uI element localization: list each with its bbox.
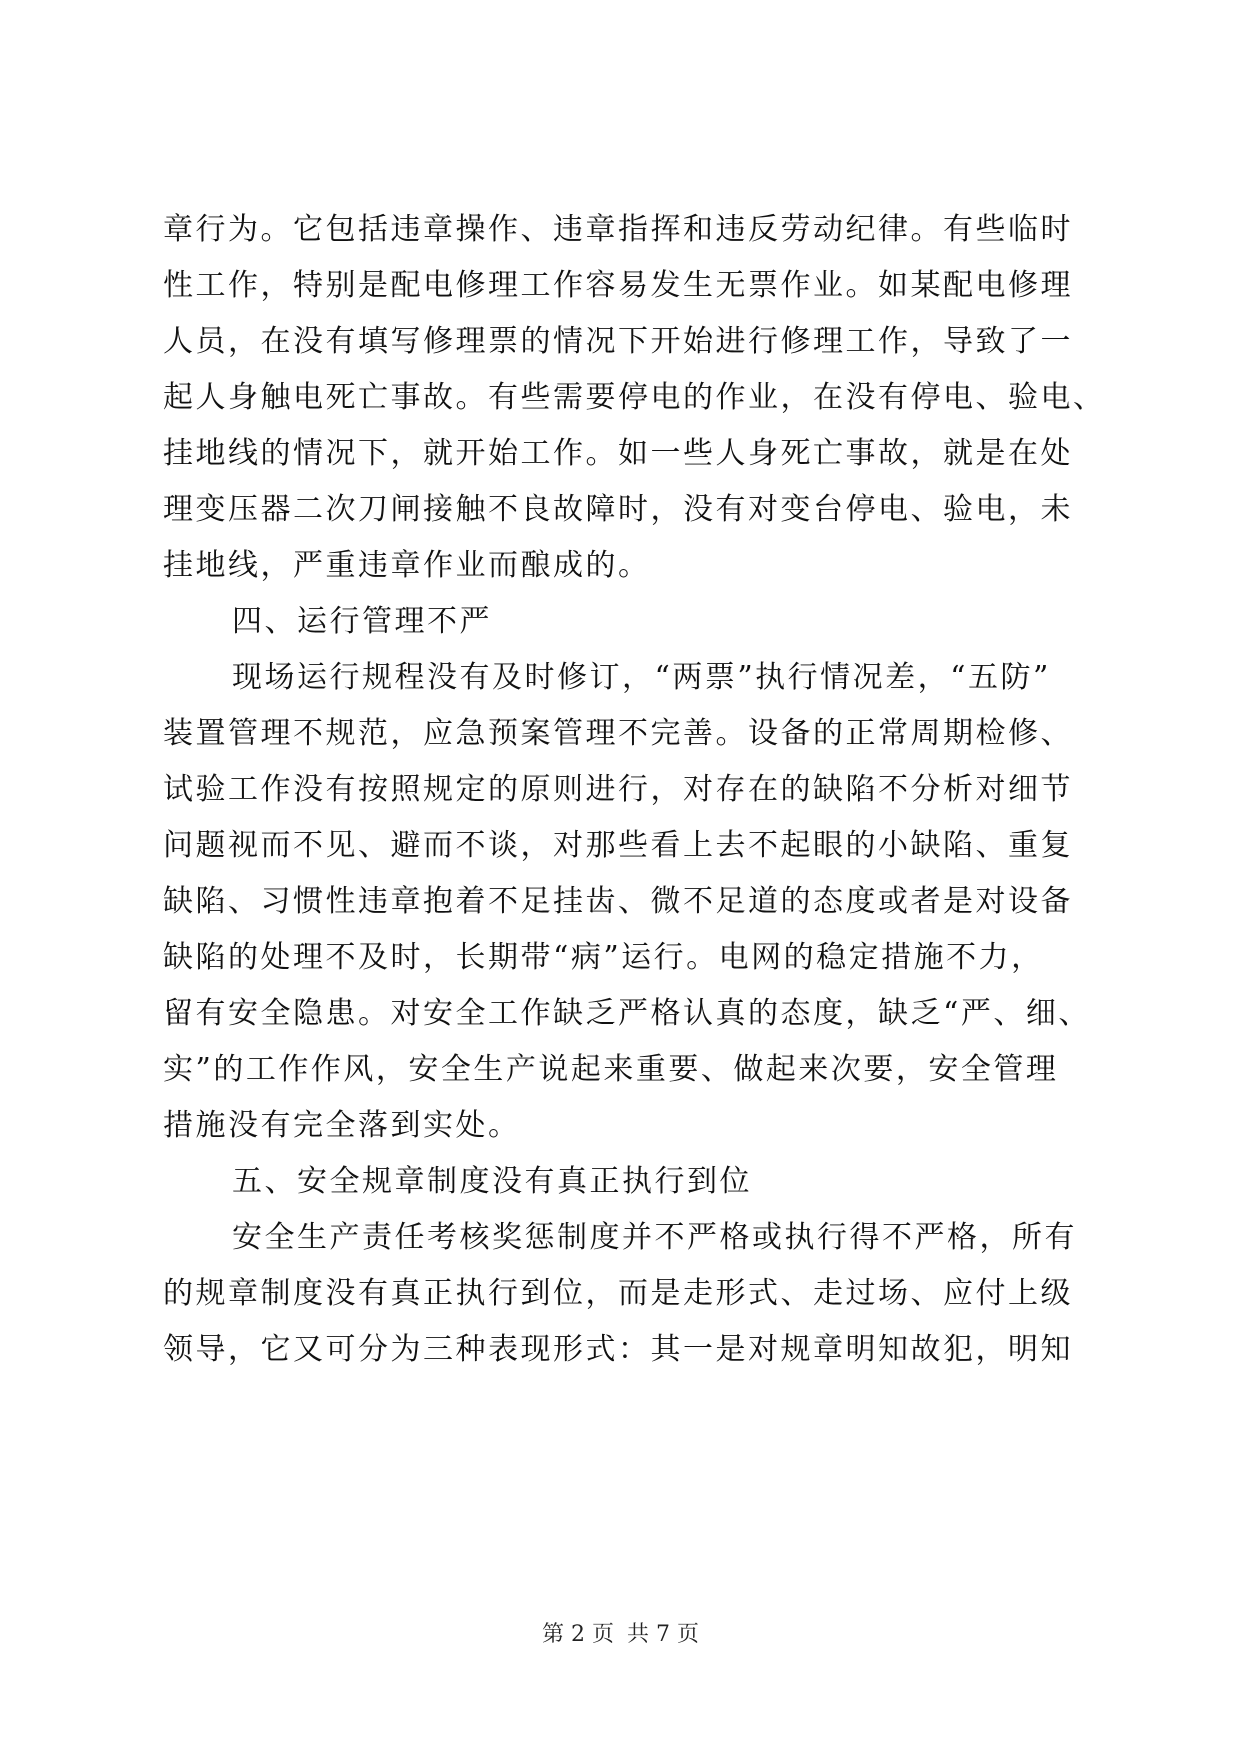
- text-line: 性工作，特别是配电修理工作容易发生无票作业。如某配电修理: [163, 268, 1073, 303]
- text-line: 缺陷、习惯性违章抱着不足挂齿、微不足道的态度或者是对设备: [163, 884, 1073, 919]
- text-line: 起人身触电死亡事故。有些需要停电的作业，在没有停电、验电、: [163, 380, 1106, 415]
- page-number: 第 2 页: [542, 1622, 614, 1647]
- text-line: 试验工作没有按照规定的原则进行，对存在的缺陷不分析对细节: [163, 772, 1073, 807]
- text-line: 留有安全隐患。对安全工作缺乏严格认真的态度，缺乏“严、细、: [163, 996, 1091, 1031]
- text-line: 实”的工作作风，安全生产说起来重要、做起来次要，安全管理: [163, 1052, 1059, 1087]
- text-line: 章行为。它包括违章操作、违章指挥和违反劳动纪律。有些临时: [163, 212, 1073, 247]
- text-line: 措施没有完全落到实处。: [163, 1108, 521, 1143]
- text-line: 装置管理不规范，应急预案管理不完善。设备的正常周期检修、: [163, 716, 1073, 751]
- text-line: 安全生产责任考核奖惩制度并不严格或执行得不严格，所有: [232, 1220, 1077, 1255]
- text-line: 理变压器二次刀闸接触不良故障时，没有对变台停电、验电，未: [163, 492, 1073, 527]
- text-line: 挂地线，严重违章作业而酿成的。: [163, 548, 651, 583]
- text-line: 问题视而不见、避而不谈，对那些看上去不起眼的小缺陷、重复: [163, 828, 1073, 863]
- section-heading: 五、安全规章制度没有真正执行到位: [232, 1164, 752, 1199]
- page-footer: [0, 1622, 1241, 1648]
- text-line: 人员，在没有填写修理票的情况下开始进行修理工作，导致了一: [163, 324, 1073, 359]
- section-heading: 四、运行管理不严: [232, 604, 492, 639]
- text-line: 的规章制度没有真正执行到位，而是走形式、走过场、应付上级: [163, 1276, 1073, 1311]
- text-line: 现场运行规程没有及时修订，“两票”执行情况差，“五防”: [232, 660, 1051, 695]
- text-line: 缺陷的处理不及时，长期带“病”运行。电网的稳定措施不力，: [163, 940, 1044, 975]
- page-total: 共 7 页: [627, 1622, 699, 1647]
- text-line: 挂地线的情况下，就开始工作。如一些人身死亡事故，就是在处: [163, 436, 1073, 471]
- text-line: 领导，它又可分为三种表现形式：其一是对规章明知故犯，明知: [163, 1332, 1073, 1367]
